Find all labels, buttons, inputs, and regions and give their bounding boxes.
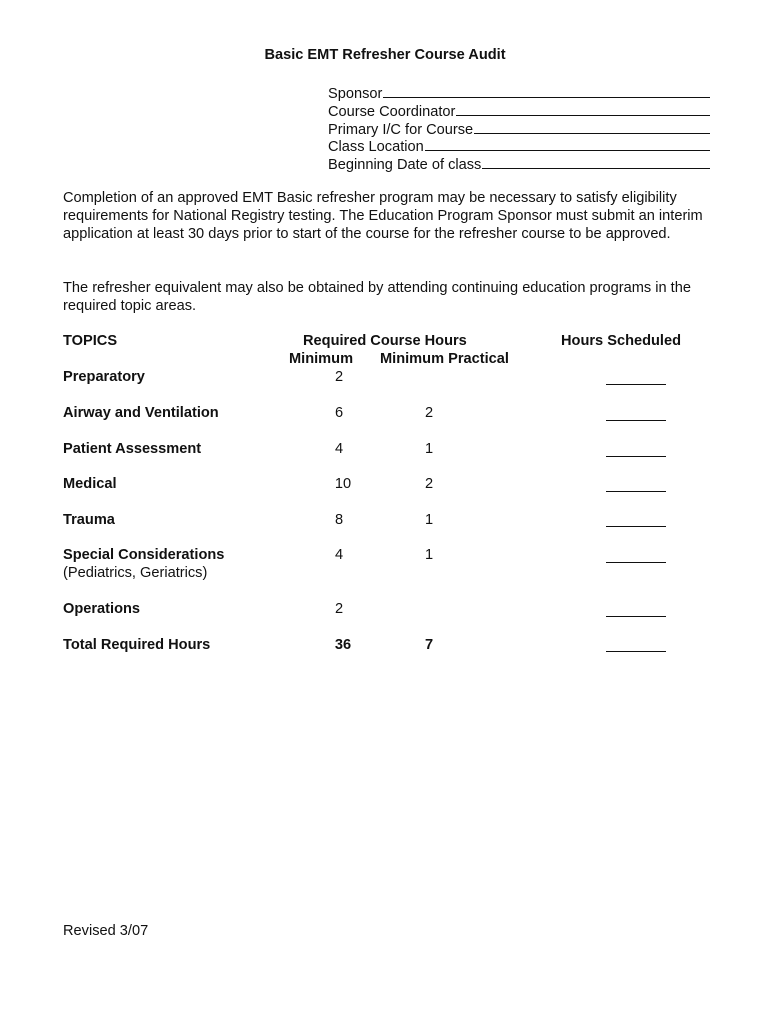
medical-practical: 2 — [424, 476, 434, 492]
trauma-scheduled-blank[interactable] — [606, 526, 666, 527]
topic-medical: Medical — [63, 476, 117, 492]
special-considerations-practical: 1 — [424, 547, 434, 563]
special-considerations-minimum: 4 — [334, 547, 344, 563]
minimum-header: Minimum — [289, 351, 354, 367]
total-practical: 7 — [424, 637, 434, 653]
patient-assessment-minimum: 4 — [334, 441, 344, 457]
operations-scheduled-blank[interactable] — [606, 616, 666, 617]
class-location-line[interactable] — [425, 137, 710, 151]
medical-minimum: 10 — [334, 476, 352, 492]
course-coordinator-field — [328, 102, 710, 120]
beginning-date-line[interactable] — [482, 155, 710, 169]
hours-scheduled-header: Hours Scheduled — [561, 333, 682, 349]
total-minimum: 36 — [334, 637, 352, 653]
patient-assessment-practical: 1 — [424, 441, 434, 457]
equivalent-paragraph: The refresher equivalent may also be obtained by attending continuing education programs in the required topic areas. — [63, 280, 691, 314]
revision-note: Revised 3/07 — [63, 923, 149, 939]
trauma-practical: 1 — [424, 512, 434, 528]
course-coordinator-label: Course Coordinator — [328, 103, 456, 120]
preparatory-minimum: 2 — [334, 369, 344, 385]
trauma-minimum: 8 — [334, 512, 344, 528]
special-considerations-scheduled-blank[interactable] — [606, 562, 666, 563]
course-info-fields — [328, 84, 710, 173]
topic-preparatory: Preparatory — [63, 369, 145, 385]
required-hours-header: Required Course Hours — [303, 333, 467, 349]
topic-special-considerations: Special Considerations — [63, 547, 225, 563]
airway-minimum: 6 — [334, 405, 344, 421]
document-title: Basic EMT Refresher Course Audit — [264, 47, 506, 63]
airway-scheduled-blank[interactable] — [606, 420, 666, 421]
class-location-label: Class Location — [328, 139, 424, 156]
airway-practical: 2 — [424, 405, 434, 421]
topics-header: TOPICS — [63, 333, 118, 349]
topic-trauma: Trauma — [63, 512, 115, 528]
class-location-field — [328, 137, 710, 155]
primary-ic-field — [328, 120, 710, 138]
beginning-date-label: Beginning Date of class — [328, 157, 482, 174]
eligibility-paragraph: Completion of an approved EMT Basic refresher program may be necessary to satisfy eligibility requirements for National Registry testing. The Education Program Sponsor must submit an interim application at least 30 days prior to start of the course for the refresher course to be approved. — [63, 190, 703, 242]
primary-ic-line[interactable] — [474, 120, 710, 134]
beginning-date-field — [328, 155, 710, 173]
operations-minimum: 2 — [334, 601, 344, 617]
topic-airway-ventilation: Airway and Ventilation — [63, 405, 219, 421]
course-coordinator-line[interactable] — [456, 102, 710, 116]
topic-patient-assessment: Patient Assessment — [63, 441, 202, 457]
minimum-practical-header: Minimum Practical — [380, 351, 509, 367]
patient-assessment-scheduled-blank[interactable] — [606, 456, 666, 457]
topic-operations: Operations — [63, 601, 141, 617]
sponsor-label: Sponsor — [328, 86, 383, 102]
total-scheduled-blank[interactable] — [606, 651, 666, 652]
preparatory-scheduled-blank[interactable] — [606, 384, 666, 385]
primary-ic-label: Primary I/C for Course — [328, 121, 474, 138]
sponsor-field — [328, 84, 710, 102]
special-considerations-note: (Pediatrics, Geriatrics) — [63, 565, 208, 581]
sponsor-line[interactable] — [383, 84, 710, 98]
medical-scheduled-blank[interactable] — [606, 491, 666, 492]
topic-total-required-hours: Total Required Hours — [63, 637, 211, 653]
